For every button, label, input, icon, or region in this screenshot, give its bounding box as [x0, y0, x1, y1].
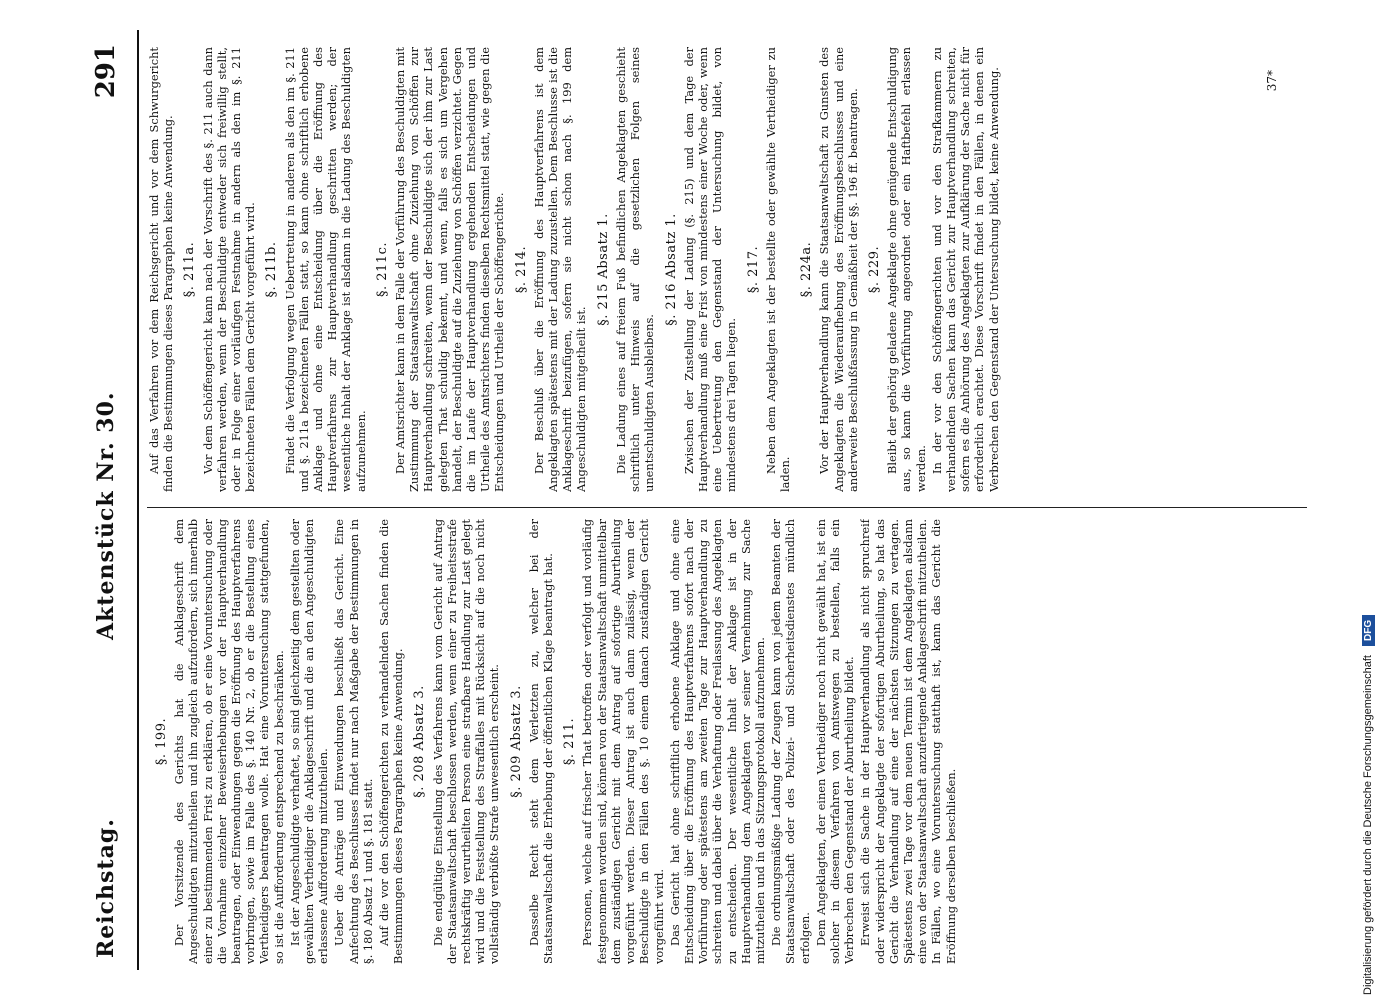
paragraph: Die Ladung eines auf freiem Fuß befindlichen Angeklagten geschieht schriftlich unter Hinweis auf die gesetzlichen Folgen seines unentschuldigten Ausbleibens. [613, 47, 657, 492]
header-center: Aktenstück Nr. 30. [93, 391, 119, 640]
paragraph: Findet die Verfolgung wegen Uebertretung in anderen als den im §. 211 und §. 211a bezeichneten Fällen statt, so kann ohne schriftlich erhobene Anklage und ohne eine Entscheidung über die Eröffnung des Hauptverfahrens zur Hauptverhandlung geschritten werden; der wesentliche Inhalt der Anklage ist alsdann in die Ladung des Beschuldigten aufzunehmen. [282, 47, 368, 492]
section-heading: §. 211b. [264, 241, 280, 298]
document-page [85, 30, 1315, 970]
paragraph: Auf das Verfahren vor dem Reichsgericht und vor dem Schwurgericht finden die Bestimmungen dieses Paragraphen keine Anwendung. [147, 47, 176, 492]
section-heading: §. 211c. [374, 242, 390, 297]
section-heading: §. 224a. [799, 241, 815, 298]
paragraph: Auf die vor den Schöffengerichten zu verhandelnden Sachen finden die Bestimmungen dieses Paragraphen keine Anwendung. [377, 519, 406, 964]
section-heading: §. 214. [513, 245, 529, 294]
paragraph: Zwischen der Zustellung der Ladung (§. 215) und dem Tage der Hauptverhandlung muß eine Frist von mindestens einer Woche oder, wenn eine Uebertretung den Gegenstand der Untersuchung bildet, von mindestens drei Tagen liegen. [681, 47, 739, 492]
paragraph: Vor dem Schöffengericht kann nach der Vorschrift des §. 211 auch dann verfahren werden, wenn der Beschuldigte entweder sich freiwillig stellt, oder in Folge einer vorläufigen Festnahme in andern als den im §. 211 bezeichneten Fällen dem Gericht vorgeführt wird. [200, 47, 258, 492]
page-number: 291 [91, 44, 121, 99]
section-heading: §. 211a. [182, 241, 198, 298]
section-heading: §. 209 Absatz 3. [508, 685, 524, 798]
section-heading: §. 216 Absatz 1. [663, 213, 679, 326]
section-heading: §. 217. [745, 245, 761, 294]
footer-signature-mark: 37* [1265, 70, 1279, 92]
section-heading: §. 199. [154, 717, 169, 766]
paragraph: Dasselbe Recht steht dem Verletzten zu, welcher bei der Staatsanwaltschaft die Erhebung der öffentlichen Klage beantragt hat. [526, 519, 556, 964]
paragraph: Der Beschluß über die Eröffnung des Hauptverfahrens ist dem Angeklagten spätestens mit der Ladung zuzustellen. Dem Beschlusse ist die Anklageschrift beizufügen, sofern sie nicht schon nach §. 199 dem Angeschuldigten mitgetheilt ist. [531, 47, 589, 492]
paragraph: Dem Angeklagten, der einen Vertheidiger noch nicht gewählt hat, ist ein solcher in diesem Verfahren von Amtswegen zu bestellen, falls ein Verbrechen den Gegenstand der Aburtheilung bildet. [813, 519, 857, 964]
paragraph: Die endgültige Einstellung des Verfahrens kann vom Gericht auf Antrag der Staatsanwaltschaft beschlossen werden, wenn einer zu Freiheitsstrafe rechtskräftig verurtheilten Person eine strafbare Handlung zur Last gelegt wird und die Feststellung des Straffalles mit Rücksicht auf die noch nicht vollständig verbüßte Strafe unwesentlich erscheint. [430, 519, 502, 964]
paragraph: Bleibt der gehörig geladene Angeklagte ohne genügende Entschuldigung aus, so kann die Vorführung angeordnet oder ein Haftbefehl erlassen werden. [885, 47, 928, 492]
paragraph: Vor der Hauptverhandlung kann die Staatsanwaltschaft zu Gunsten des Angeklagten die Wiederaufhebung des Eröffnungsbeschlusses und eine anderweite Beschlußfassung in Gemäßheit der §§. 196 ff. beantragen. [817, 47, 860, 492]
paragraph: Das Gericht hat ohne schriftlich erhobene Anklage und ohne eine Entscheidung über die Eröffnung des Hauptverfahrens sofort nach der Vorführung oder spätestens am zweiten Tage zur Hauptverhandlung zu schreiten und dabei über die Verhaftung oder Freilassung des Angeklagten zu entscheiden. Der wesentliche Inhalt der Anklage ist in der Hauptverhandlung dem Angeklagten vor seiner Vernehmung zur Sache mitzutheilen und in das Sitzungsprotokoll aufzunehmen. [667, 519, 767, 964]
paragraph: Die ordnungsmäßige Ladung der Zeugen kann von jedem Beamten der Staatsanwaltschaft oder des Polizei- und Sicherheitsdienstes mündlich erfolgen. [769, 519, 812, 964]
section-heading: §. 215 Absatz 1. [595, 213, 611, 326]
header-left: Reichstag. [93, 818, 119, 958]
digitization-credit [1362, 615, 1375, 995]
header-rule [137, 30, 139, 970]
left-column [147, 519, 1307, 964]
dfg-logo: DFG [1362, 615, 1375, 646]
section-heading: §. 208 Absatz 3. [412, 685, 428, 798]
paragraph: Erweist sich die Sache in der Hauptverhandlung als nicht spruchreif oder widerspricht der Angeklagte der sofortigen Aburtheilung, so hat das Gericht die Verhandlung auf eine der nächsten Sitzungen zu vertagen. Spätestens zwei Tage vor dem neuen Termin ist dem Angeklagten alsdann eine von der Staatsanwaltschaft anzufertigende Anklageschrift mitzutheilen. In Fällen, wo eine Voruntersuchung statthaft ist, kann das Gericht die Eröffnung derselben beschließen. [858, 519, 958, 964]
page-header [85, 30, 135, 970]
paragraph: Ist der Angeschuldigte verhaftet, so sind gleichzeitig dem gestellten oder gewählten Vertheidiger die Anklageschrift und die an den Angeschuldigten erlassene Aufforderung mitzutheilen. [287, 519, 331, 964]
paragraph: Ueber die Anträge und Einwendungen beschließt das Gericht. Eine Anfechtung des Beschlusses findet nur nach Maßgabe der Bestimmungen in §. 180 Absatz 1 und §. 181 statt. [332, 519, 375, 964]
column-divider [147, 507, 1307, 508]
paragraph: Personen, welche auf frischer That betroffen oder verfolgt und vorläufig festgenommen worden sind, können von der Staatsanwaltschaft unmittelbar dem zuständigen Gericht mit dem Antrag auf sofortige Aburtheilung vorgeführt werden. Dieser Antrag ist auch dann zulässig, wenn der Beschuldigte in den Fällen des §. 10 einem danach zuständigen Gericht vorgeführt wird. [580, 519, 666, 964]
paragraph: In der vor den Schöffengerichten und vor den Strafkammern zu verhandelnden Sachen kann das Gericht zur Hauptverhandlung schreiten, sofern es die Anhörung des Angeklagten zur Aufklärung der Sache nicht für erforderlich erachtet. Diese Vorschrift findet in den Fällen, in denen ein Verbrechen den Gegenstand der Untersuchung bildet, keine Anwendung. [929, 47, 1001, 492]
section-heading: §. 229. [866, 245, 882, 294]
paragraph: Der Amtsrichter kann in dem Falle der Vorführung des Beschuldigten mit Zustimmung der Staatsanwaltschaft ohne Zuziehung von Schöffen zur Hauptverhandlung schreiten, wenn der Beschuldigte sich der ihm zur Last gelegten That schuldig bekennt, und wenn, falls es sich um Vergehen handelt, der Beschuldigte auf die Zuziehung von Schöffen verzichtet. Gegen die im Laufe der Hauptverhandlung ergehenden Entscheidungen und Urtheile des Amtsrichters finden dieselben Rechtsmittel statt, wie gegen die Entscheidungen und Urtheile der Schöffengerichte. [393, 47, 507, 492]
section-heading: §. 211. [562, 717, 578, 766]
paragraph: Neben dem Angeklagten ist der bestellte oder gewählte Vertheidiger zu laden. [763, 47, 792, 492]
right-column [147, 47, 1307, 492]
paragraph: Der Vorsitzende des Gerichts hat die Anklageschrift dem Angeschuldigten mitzutheilen und ihn zugleich aufzufordern, sich innerhalb einer zu bestimmenden Frist zu erklären, ob er eine Voruntersuchung oder die Vornahme einzelner Beweiserhebungen vor der Hauptverhandlung beantragen, oder Einwendungen gegen die Eröffnung des Hauptverfahrens vorbringen, sowie im Falle des §. 140 Nr. 2, ob er die Bestellung eines Vertheidigers beantragen wolle. Hat eine Voruntersuchung stattgefunden, so ist die Aufforderung entsprechend zu beschränken. [172, 519, 286, 964]
credit-text: Digitalisierung gefördert durch die Deutsche Forschungsgemeinschaft [1362, 655, 1374, 995]
